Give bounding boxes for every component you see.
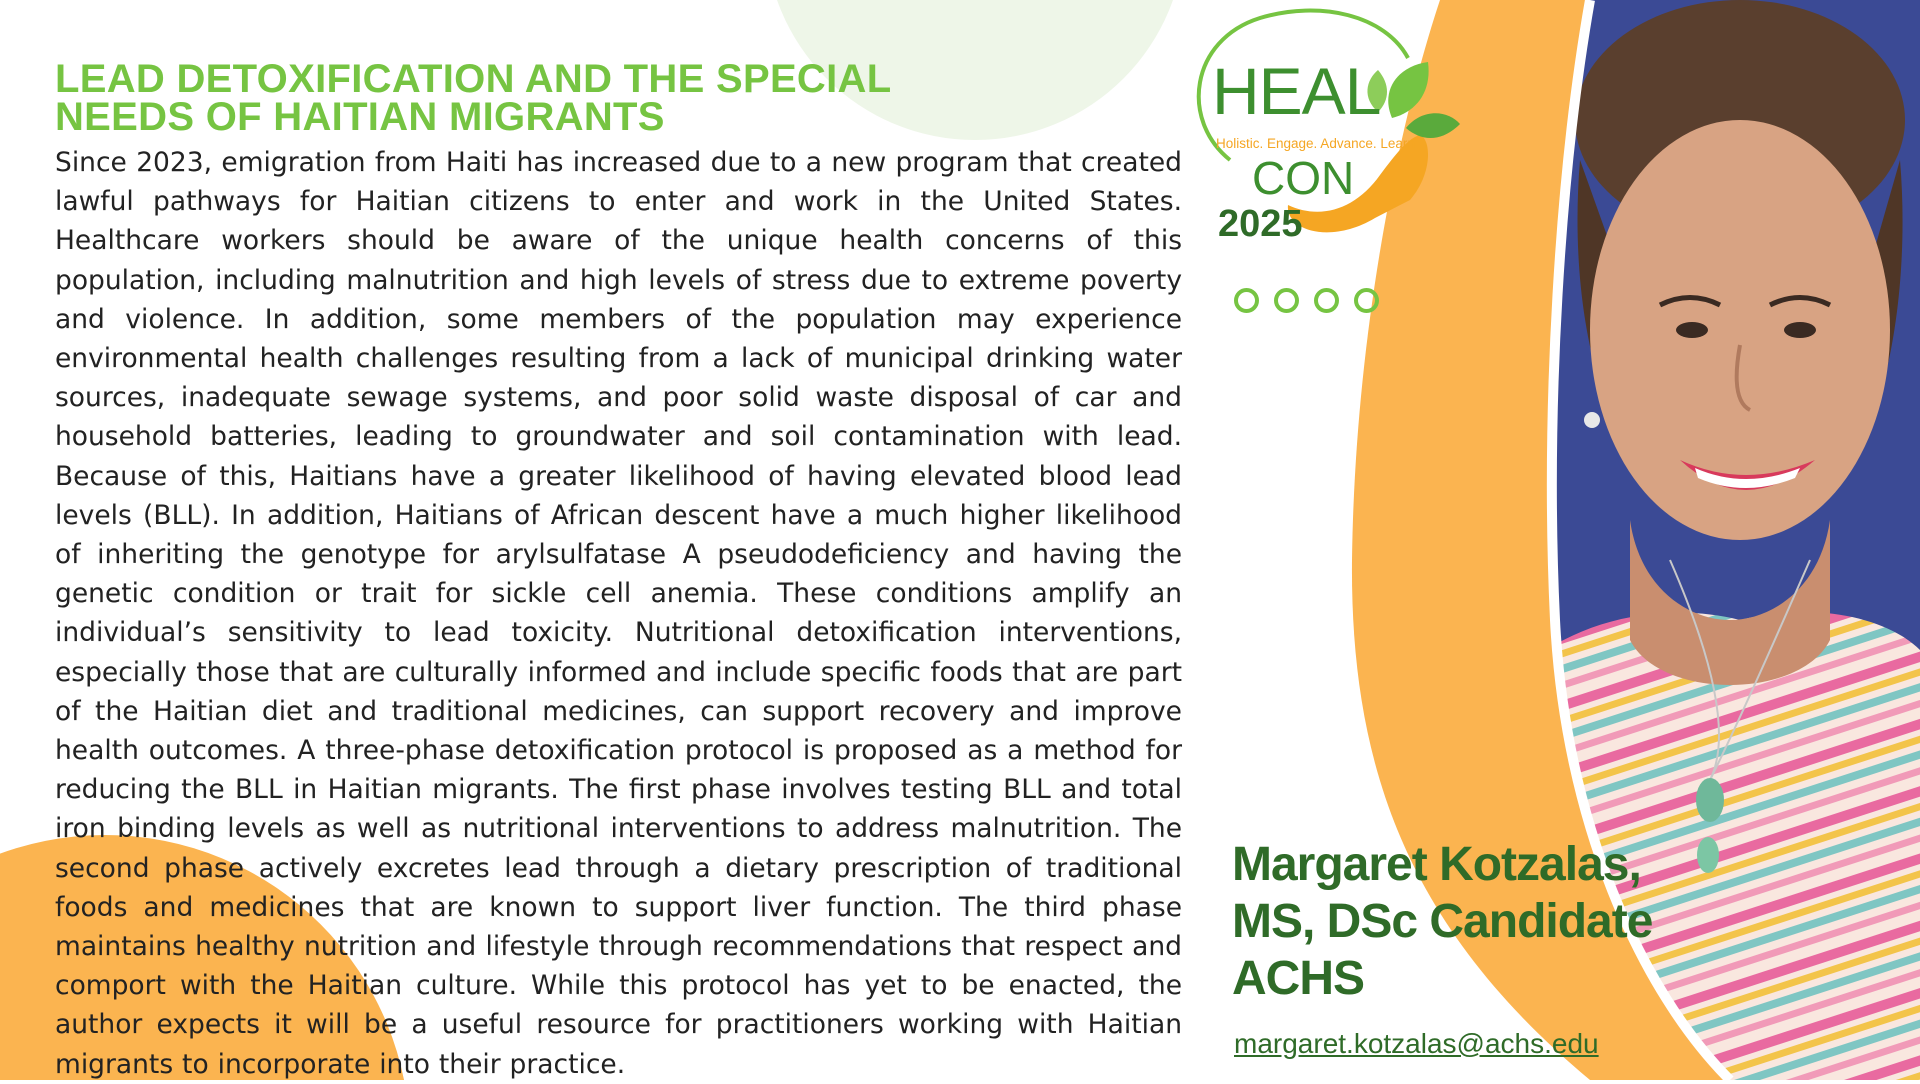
logo-con-text: CON <box>1252 152 1355 204</box>
author-line-3: ACHS <box>1232 952 1365 1005</box>
circle-icon <box>1274 288 1299 313</box>
decorative-dots <box>1234 288 1379 313</box>
author-name <box>1232 836 1792 1007</box>
title-line-1: LEAD DETOXIFICATION AND THE SPECIAL <box>55 57 892 101</box>
author-email-link[interactable]: margaret.kotzalas@achs.edu <box>1234 1028 1599 1059</box>
title-line-2: NEEDS OF HAITIAN MIGRANTS <box>55 95 665 139</box>
logo-heal-text: HEAL <box>1212 54 1381 128</box>
author-line-2: MS, DSc Candidate <box>1232 895 1653 948</box>
abstract-text: Since 2023, emigration from Haiti has increased due to a new program that created lawful pathways for Haitian citizens to enter and work in the United States. Healthcare workers should be aware of the unique health concerns of this population, including malnutrition and high levels of stress due to extreme poverty and violence. In addition, some members of the population may experience environmental health challenges resulting from a lack of municipal drinking water sources, inadequate sewage systems, and poor solid waste disposal of car and household batteries, leading to groundwater and soil contamination with lead. Because of this, Haitians have a greater likelihood of having elevated blood lead levels (BLL). In addition, Haitians of African descent have a much higher likelihood of inheriting the genotype for arylsulfatase A pseudodeficiency and having the genetic condition or trait for sickle cell anemia. These conditions amplify an individual’s sensitivity to lead toxicity. Nutritional detoxification interventions, especially those that are culturally informed and include specific foods that are part of the Haitian diet and traditional medicines, can support recovery and improve health outcomes. A three-phase detoxification protocol is proposed as a method for reducing the BLL in Haitian migrants. The first phase involves testing BLL and total iron binding levels as well as nutritional interventions to address malnutrition. The second phase actively excretes lead through a dietary prescription of traditional foods and medicines that are known to support liver function. The third phase maintains healthy nutrition and lifestyle through recommendations that respect and comport with the Haitian culture. While this protocol has yet to be enacted, the author expects it will be a useful resource for practitioners working with Haitian migrants to incorporate into their practice. <box>55 147 1182 1080</box>
circle-icon <box>1234 288 1259 313</box>
circle-icon <box>1314 288 1339 313</box>
logo-year-text: 2025 <box>1218 203 1303 245</box>
author-line-1: Margaret Kotzalas, <box>1232 838 1641 891</box>
circle-icon <box>1354 288 1379 313</box>
logo-tagline: Holistic. Engage. Advance. Learn. <box>1216 136 1419 151</box>
page-title <box>55 57 1055 139</box>
healcon-logo <box>1170 0 1460 260</box>
